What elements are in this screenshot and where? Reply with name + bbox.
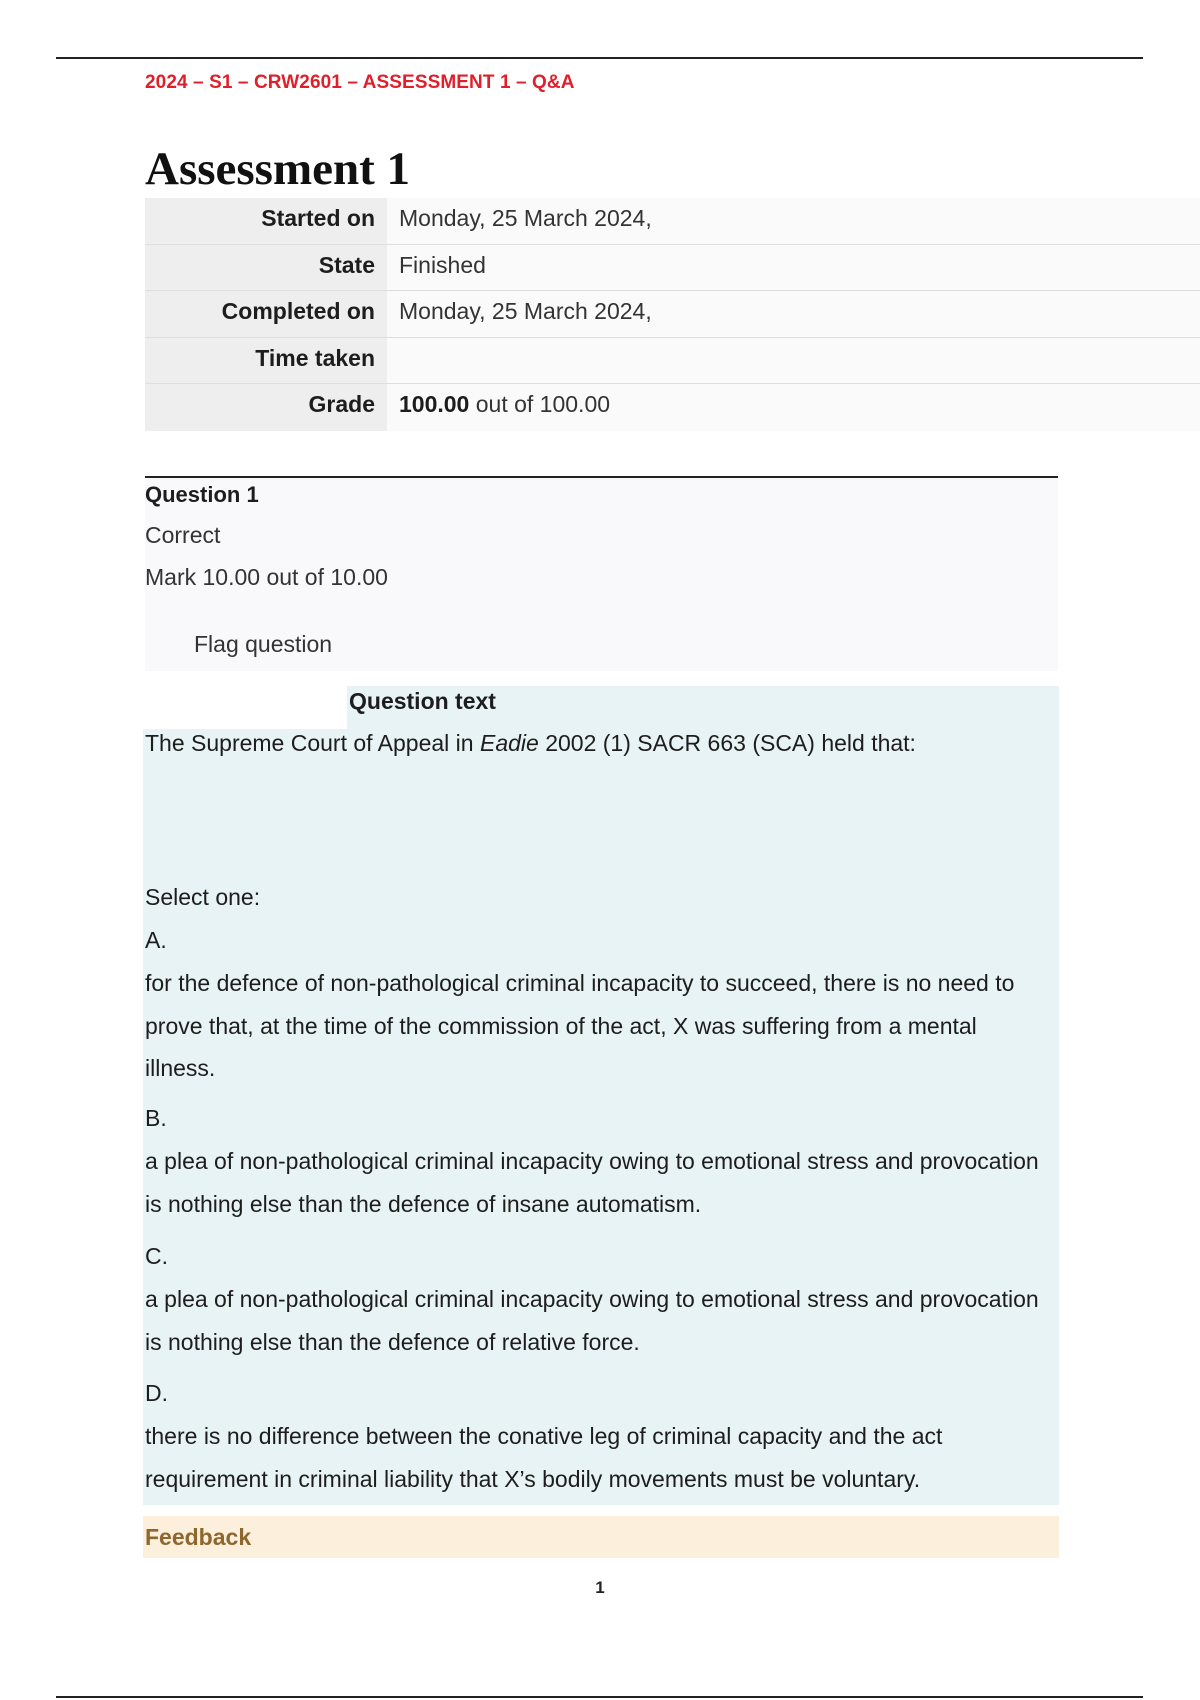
option-letter: B. xyxy=(145,1105,167,1131)
question-state: Correct xyxy=(145,522,221,548)
option-letter: A. xyxy=(145,927,167,953)
summary-value: Monday, 25 March 2024, xyxy=(387,291,1200,337)
summary-value: Finished xyxy=(387,245,1200,291)
grade-score: 100.00 xyxy=(399,391,470,417)
feedback-panel xyxy=(143,1516,1059,1558)
summary-value xyxy=(387,338,1200,384)
bottom-rule xyxy=(56,1696,1143,1698)
summary-row-completed-on xyxy=(145,291,1200,338)
option-text: a plea of non-pathological criminal incapacity owing to emotional stress and provocation is nothing else than the defence of insane automatism. xyxy=(145,1148,1039,1217)
option-text: for the defence of non-pathological criminal incapacity to succeed, there is no need to prove that, at the time of the commission of the act, X was suffering from a mental illness. xyxy=(145,970,1015,1081)
option-text: there is no difference between the conative leg of criminal capacity and the act requirement in criminal liability that X’s bodily movements must be voluntary. xyxy=(145,1423,943,1492)
answer-option-c[interactable] xyxy=(145,1242,1050,1363)
grade-out-of: out of 100.00 xyxy=(469,391,611,417)
summary-row-time-taken xyxy=(145,338,1200,385)
summary-label: Grade xyxy=(145,384,387,431)
attempt-summary-table xyxy=(145,198,1200,431)
question-content-panel xyxy=(143,686,1059,1505)
answer-option-b[interactable] xyxy=(145,1104,1050,1225)
answer-option-d[interactable] xyxy=(145,1379,1050,1500)
summary-row-state xyxy=(145,245,1200,292)
option-text: a plea of non-pathological criminal incapacity owing to emotional stress and provocation is nothing else than the defence of relative force. xyxy=(145,1286,1039,1355)
course-header: 2024 – S1 – CRW2601 – ASSESSMENT 1 – Q&A xyxy=(145,72,575,93)
summary-label: Started on xyxy=(145,198,387,244)
question-text-heading: Question text xyxy=(349,688,496,714)
summary-value: Monday, 25 March 2024, xyxy=(387,198,1200,244)
feedback-heading: Feedback xyxy=(145,1524,252,1550)
summary-value xyxy=(387,384,1200,431)
question-grade: Mark 10.00 out of 10.00 xyxy=(145,564,388,590)
question-info-panel xyxy=(145,476,1058,671)
select-one-prompt: Select one: xyxy=(145,884,261,910)
question-title: Question 1 xyxy=(145,482,259,507)
summary-label: Time taken xyxy=(145,338,387,384)
summary-label: State xyxy=(145,245,387,291)
case-name: Eadie xyxy=(479,730,539,756)
page-number: 1 xyxy=(595,1578,605,1597)
summary-row-grade xyxy=(145,384,1200,431)
answer-option-a[interactable] xyxy=(145,926,1050,1090)
option-letter: D. xyxy=(145,1380,168,1406)
question-text: The Supreme Court of Appeal in Eadie 2002 (1) SACR 663 (SCA) held that: xyxy=(145,730,916,756)
option-letter: C. xyxy=(145,1243,168,1269)
summary-label: Completed on xyxy=(145,291,387,337)
page-title: Assessment 1 xyxy=(145,143,411,195)
top-rule xyxy=(56,57,1143,59)
summary-row-started-on xyxy=(145,198,1200,245)
flag-question-link[interactable]: Flag question xyxy=(194,631,333,657)
